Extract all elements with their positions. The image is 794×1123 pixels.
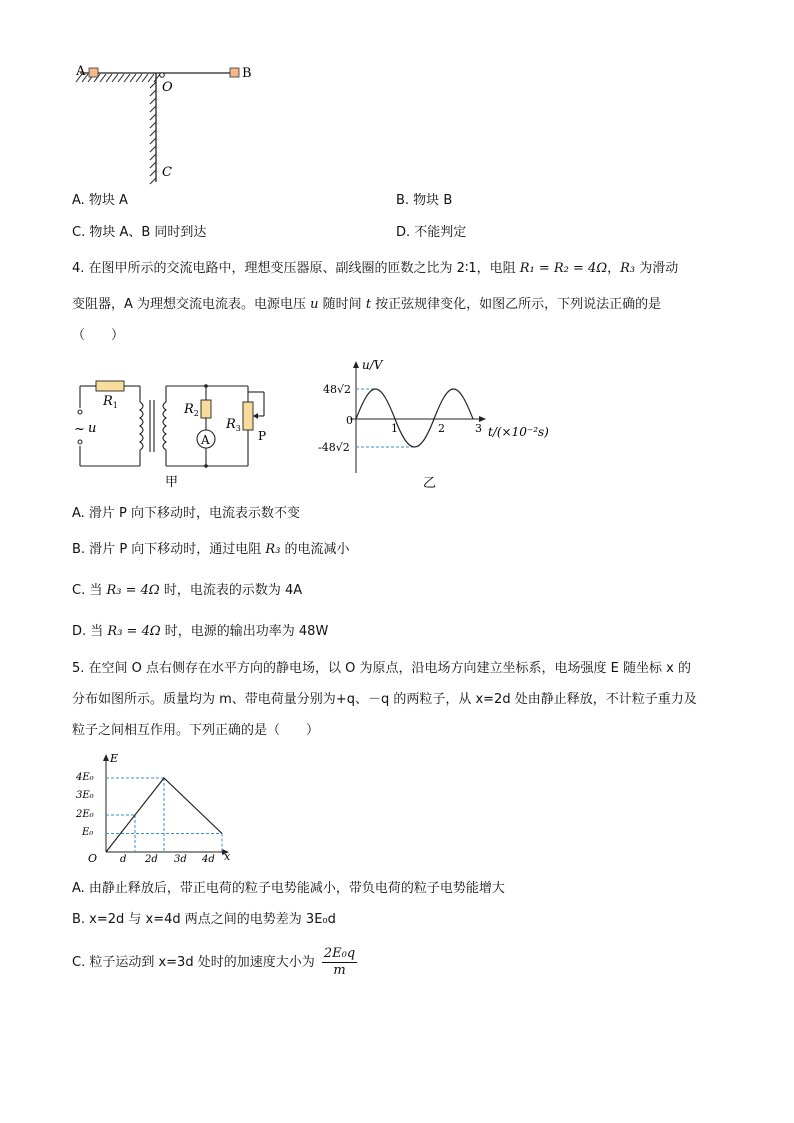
svg-text:4E₀: 4E₀ (76, 772, 94, 783)
svg-text:t/(×10⁻²s): t/(×10⁻²s) (488, 425, 549, 439)
q5-stem-line3: 粒子之间相互作用。下列正确的是（ ） (72, 723, 320, 738)
resistor-r3 (243, 402, 253, 430)
svg-text:x: x (224, 850, 231, 863)
q5-field-graph (70, 752, 250, 867)
q4-voltage-graph (310, 355, 560, 495)
block-a (89, 68, 98, 77)
svg-text:P: P (258, 429, 267, 443)
label-o: O (162, 80, 173, 95)
label-a: A (76, 64, 86, 79)
svg-text:~: ~ (74, 422, 85, 437)
q4-option-d[interactable]: D. 当 R₃ = 4Ω 时，电源的输出功率为 48W (72, 624, 329, 639)
q3-option-d[interactable]: D. 不能判定 (396, 225, 467, 240)
svg-text:-48√2: -48√2 (318, 441, 350, 454)
svg-text:u/V: u/V (362, 358, 383, 372)
svg-text:R2: $R_2$ (184, 402, 199, 418)
svg-text:3: 3 (475, 422, 482, 435)
svg-text:2: 2 (438, 422, 445, 435)
resistor-r1 (96, 381, 124, 391)
svg-text:4d: 4d (202, 854, 215, 865)
q4-circuit-diagram (70, 372, 285, 492)
svg-text:O: O (88, 852, 98, 865)
q5-stem-line2: 分布如图所示。质量均为 m、带电荷量分别为+q、－q 的两粒子，从 x=2d 处由静止释放，不计粒子重力及 (72, 692, 697, 707)
svg-text:2d: 2d (145, 854, 158, 865)
svg-text:u: u (88, 421, 97, 436)
q5-option-c[interactable]: C. 粒子运动到 x=3d 处时的加速度大小为 $\frac{\text{2E₀q}}{m}$ (72, 946, 356, 978)
svg-text:2E₀: 2E₀ (76, 809, 94, 820)
label-c: C (162, 165, 172, 180)
svg-text:d: d (120, 854, 127, 865)
q3-option-c[interactable]: C. 物块 A、B 同时到达 (72, 225, 207, 240)
svg-text:3E₀: 3E₀ (76, 790, 94, 801)
q4-stem-line2: 变阻器，A 为理想交流电流表。电源电压 u 随时间 t 按正弦规律变化，如图乙所示，下列说法正确的是 (72, 297, 662, 312)
svg-text:1: 1 (391, 422, 398, 435)
svg-text:R3: $R_3$ (226, 417, 241, 433)
q4-stem-line3: （ ） (72, 328, 125, 343)
q4-stem-line1: 4. 在图甲所示的交流电路中，理想变压器原、副线圈的匝数之比为 2∶1，电阻 R₁ = R₂ = 4Ω，R₃ 为滑动 (72, 261, 679, 276)
q5-option-b[interactable]: B. x=2d 与 x=4d 两点之间的电势差为 3E₀d (72, 912, 336, 927)
q4-option-c[interactable]: C. 当 R₃ = 4Ω 时，电流表的示数为 4A (72, 583, 303, 598)
q5-stem-line1: 5. 在空间 O 点右侧存在水平方向的静电场，以 O 为原点，沿电场方向建立坐标系，电场强度 E 随坐标 x 的 (72, 661, 691, 676)
acceleration-fraction: $\frac{\text{2E₀q}}{m}$ (323, 946, 356, 978)
svg-text:3d: 3d (174, 854, 187, 865)
q4-option-b[interactable]: B. 滑片 P 向下移动时，通过电阻 R₃ 的电流减小 (72, 542, 350, 557)
svg-text:E₀: E₀ (82, 827, 94, 838)
graph-caption: 乙 (423, 476, 437, 491)
q5-option-a[interactable]: A. 由静止释放后，带正电荷的粒子电势能减小，带负电荷的粒子电势能增大 (72, 881, 505, 896)
resistor-r2 (201, 400, 211, 418)
svg-text:0: 0 (346, 414, 353, 427)
label-b: B (242, 66, 252, 81)
svg-text:48√2: 48√2 (323, 383, 352, 396)
q3-option-a[interactable]: A. 物块 A (72, 193, 128, 208)
svg-text:E: E (110, 752, 119, 765)
svg-text:R1: $R_1$ (103, 394, 118, 410)
q3-figure (70, 58, 270, 188)
q4-option-a[interactable]: A. 滑片 P 向下移动时，电流表示数不变 (72, 506, 301, 521)
svg-text:A: A (201, 433, 210, 447)
block-b (230, 68, 239, 77)
circuit-caption: 甲 (165, 475, 179, 490)
q3-option-b[interactable]: B. 物块 B (396, 193, 453, 208)
